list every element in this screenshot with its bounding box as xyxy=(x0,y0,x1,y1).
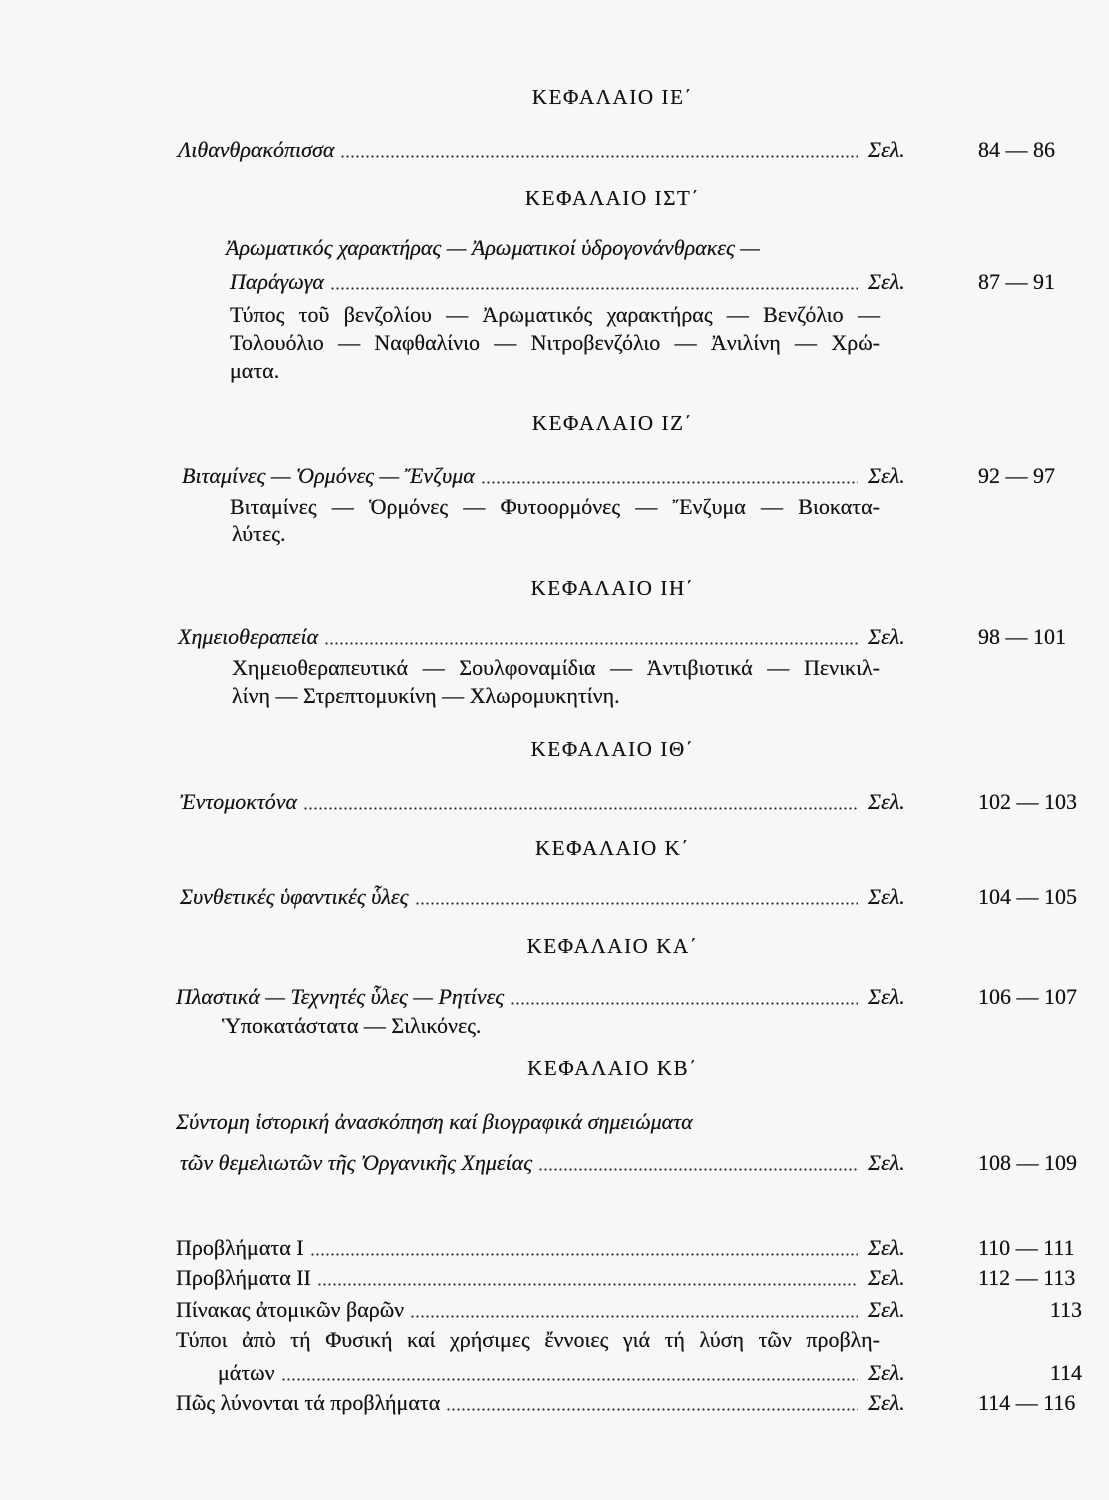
entry-details-line: Χημειοθεραπευτικά — Σουλφοναμίδια — Ἀντιβιοτικά — Πενικιλ- xyxy=(232,655,880,680)
chapter-heading: ΚΕΦΑΛΑΙΟ ΙΕ΄ xyxy=(531,85,694,109)
dot-leader xyxy=(446,1389,858,1417)
toc-entry xyxy=(180,883,858,911)
page-label: Σελ. xyxy=(868,1150,905,1175)
page-label: Σελ. xyxy=(868,1235,905,1260)
entry-title: τῶν θεμελιωτῶν τῆς Ὀργανικῆς Χημείας xyxy=(180,1150,533,1175)
toc-entry xyxy=(176,1296,858,1324)
entry-details-line: λίνη — Στρεπτομυκίνη — Χλωρομυκητίνη. xyxy=(232,683,620,708)
page-label: Σελ. xyxy=(868,463,905,488)
dot-leader xyxy=(317,1264,858,1292)
toc-entry xyxy=(176,983,858,1011)
entry-title: μάτων xyxy=(218,1360,275,1385)
dot-leader xyxy=(330,268,858,296)
toc-entry xyxy=(176,1234,858,1262)
page-label: Σελ. xyxy=(868,1297,905,1322)
page-numbers: 102 — 103 xyxy=(978,789,1077,814)
toc-entry xyxy=(218,1359,858,1387)
entry-title: Προβλήματα Ι xyxy=(176,1235,304,1260)
entry-title: Βιταμίνες — Ὁρμόνες — Ἔνζυμα xyxy=(182,463,475,488)
entry-details-line: Τύπος τοῦ βενζολίου — Ἀρωματικός χαρακτήρας — Βενζόλιο — xyxy=(230,302,880,327)
entry-title: Ἀρωματικός χαρακτήρας — Ἀρωματικοί ὑδρογονάνθρακες — xyxy=(226,235,760,260)
dot-leader xyxy=(538,1149,858,1177)
dot-leader xyxy=(310,1234,858,1262)
entry-details-line: Ὑποκατάστατα — Σιλικόνες. xyxy=(222,1013,482,1038)
dot-leader xyxy=(324,623,858,651)
page-label: Σελ. xyxy=(868,884,905,909)
chapter-heading: ΚΕΦΑΛΑΙΟ ΙΣΤ΄ xyxy=(524,186,701,210)
dot-leader xyxy=(481,462,858,490)
entry-title: Λιθανθρακόπισσα xyxy=(178,137,335,162)
page-numbers: 84 — 86 xyxy=(978,137,1055,162)
toc-entry xyxy=(176,1264,858,1292)
entry-title: Ἐντομοκτόνα xyxy=(180,789,298,814)
dot-leader xyxy=(281,1359,858,1387)
entry-title: Πῶς λύνονται τά προβλήματα xyxy=(176,1390,441,1415)
page-numbers: 114 xyxy=(1049,1360,1082,1385)
page-label: Σελ. xyxy=(868,137,905,162)
page-numbers: 104 — 105 xyxy=(978,884,1077,909)
chapter-heading: ΚΕΦΑΛΑΙΟ ΙΖ΄ xyxy=(531,411,694,435)
toc-entry xyxy=(180,1149,858,1177)
toc-entry xyxy=(230,268,858,296)
dot-leader xyxy=(510,983,858,1011)
entry-title: Τύποι ἀπὸ τή Φυσική καί χρήσιμες ἔννοιες γιά τή λύση τῶν προβλη- xyxy=(176,1327,880,1352)
chapter-heading: ΚΕΦΑΛΑΙΟ ΚΑ΄ xyxy=(526,934,699,958)
entry-title: Προβλήματα ΙΙ xyxy=(176,1265,311,1290)
entry-details-line: λύτες. xyxy=(232,521,286,546)
entry-details-line: Βιταμίνες — Ὁρμόνες — Φυτοορμόνες — Ἔνζυμα — Βιοκατα- xyxy=(230,494,880,519)
page-numbers: 87 — 91 xyxy=(978,269,1055,294)
page-numbers: 106 — 107 xyxy=(978,984,1077,1009)
page-label: Σελ. xyxy=(868,789,905,814)
entry-title: Παράγωγα xyxy=(230,269,324,294)
page-label: Σελ. xyxy=(868,984,905,1009)
page-numbers: 92 — 97 xyxy=(978,463,1055,488)
dot-leader xyxy=(410,1296,858,1324)
entry-details-line: ματα. xyxy=(230,358,280,383)
entry-title: Συνθετικές ὑφαντικές ὗλες xyxy=(180,884,409,909)
page-numbers: 98 — 101 xyxy=(978,624,1066,649)
page-numbers: 112 — 113 xyxy=(978,1265,1076,1290)
entry-title: Σύντομη ἱστορική ἀνασκόπηση καί βιογραφικά σημειώματα xyxy=(176,1109,693,1134)
page-label: Σελ. xyxy=(868,1390,905,1415)
dot-leader xyxy=(340,136,858,164)
chapter-heading: ΚΕΦΑΛΑΙΟ ΚΒ΄ xyxy=(527,1056,698,1080)
page-numbers: 108 — 109 xyxy=(978,1150,1077,1175)
toc-entry xyxy=(182,462,858,490)
page-label: Σελ. xyxy=(868,624,905,649)
chapter-heading: ΚΕΦΑΛΑΙΟ Κ΄ xyxy=(534,836,691,860)
page-label: Σελ. xyxy=(868,1360,905,1385)
toc-entry xyxy=(176,1389,858,1417)
entry-title: Πίνακας ἀτομικῶν βαρῶν xyxy=(176,1297,405,1322)
page-label: Σελ. xyxy=(868,269,905,294)
entry-title: Πλαστικά — Τεχνητές ὗλες — Ρητίνες xyxy=(176,984,505,1009)
dot-leader xyxy=(415,883,859,911)
toc-entry xyxy=(178,623,858,651)
page-numbers: 113 xyxy=(1049,1297,1082,1322)
entry-title: Χημειοθεραπεία xyxy=(178,624,319,649)
chapter-heading: ΚΕΦΑΛΑΙΟ ΙΗ΄ xyxy=(530,576,695,600)
dot-leader xyxy=(303,788,858,816)
toc-entry xyxy=(178,136,858,164)
chapter-heading: ΚΕΦΑΛΑΙΟ ΙΘ΄ xyxy=(530,737,695,761)
page-label: Σελ. xyxy=(868,1265,905,1290)
page-numbers: 110 — 111 xyxy=(978,1235,1075,1260)
page-numbers: 114 — 116 xyxy=(978,1390,1076,1415)
toc-entry xyxy=(180,788,858,816)
entry-details-line: Τολουόλιο — Ναφθαλίνιο — Νιτροβενζόλιο — Ἀνιλίνη — Χρώ- xyxy=(230,330,880,355)
